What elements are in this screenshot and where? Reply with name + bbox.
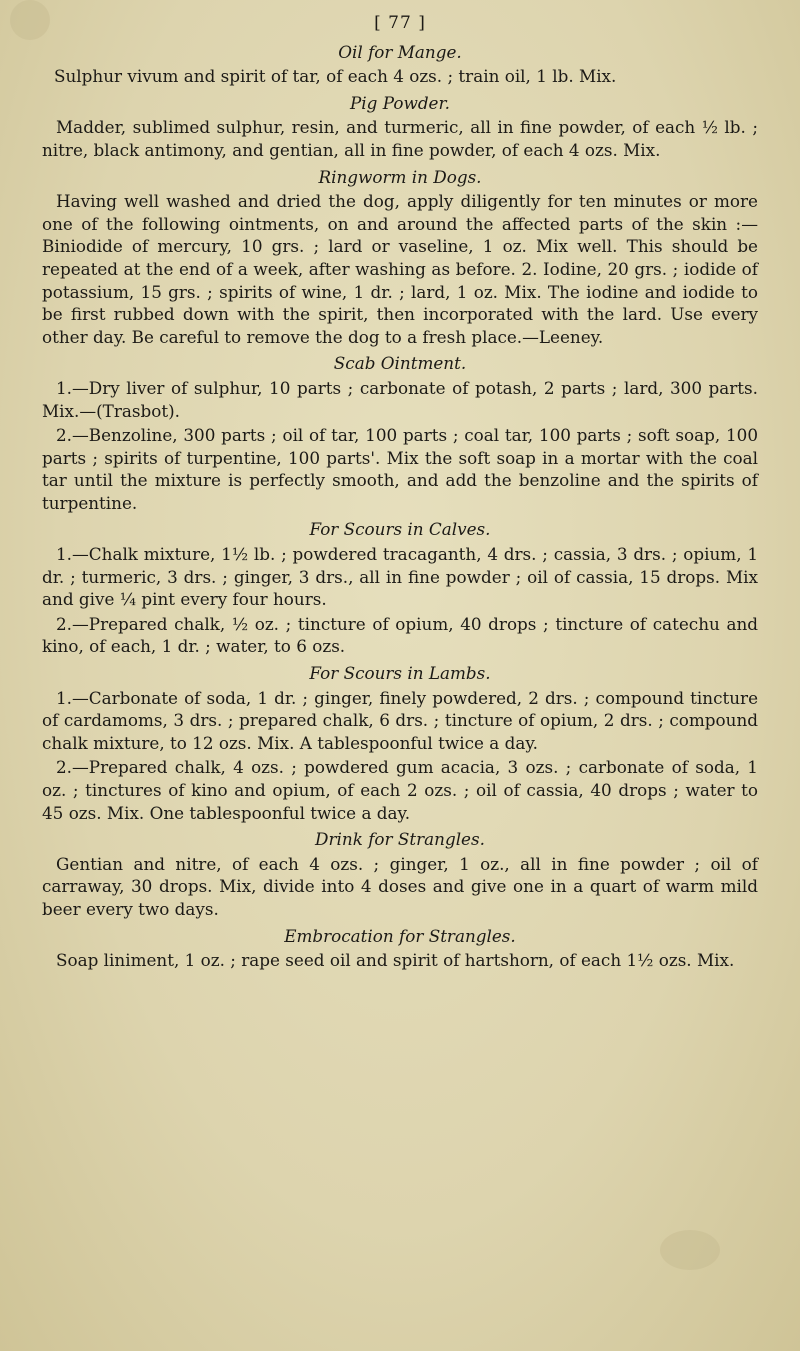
section-oil-for-mange: [42, 41, 758, 88]
section-heading: For Scours in Calves.: [309, 519, 491, 540]
section-scours-in-calves: [42, 518, 758, 658]
section-embrocation-for-strangles: [42, 925, 758, 972]
section-ringworm-in-dogs: [42, 166, 758, 349]
page-number: [ 77 ]: [374, 13, 426, 33]
paragraph: 1.—Carbonate of soda, 1 dr. ; ginger, finely powdered, 2 drs. ; compound tincture of cardamoms, 3 drs. ; prepared chalk, 6 drs. ; tincture of opium, 2 drs. ; compound chalk mixture, to 12 ozs. Mix. A tablespoonful twice a day.: [42, 687, 758, 753]
paragraph: 1.—Dry liver of sulphur, 10 parts ; carbonate of potash, 2 parts ; lard, 300 parts. Mix.—(Trasbot).: [42, 377, 758, 421]
paragraph: 1.—Chalk mixture, 1½ lb. ; powdered tracaganth, 4 drs. ; cassia, 3 drs. ; opium, 1 dr. ; turmeric, 3 drs. ; ginger, 3 drs., all in fine powder ; oil of cassia, 15 drops. Mix and give ¼ pint every four hours.: [42, 544, 758, 610]
paragraph: Soap liniment, 1 oz. ; rape seed oil and spirit of hartshorn, of each 1½ ozs. Mix.: [56, 950, 735, 971]
section-scab-ointment: [42, 352, 758, 514]
section-heading: Ringworm in Dogs.: [318, 166, 482, 187]
paragraph: 2.—Benzoline, 300 parts ; oil of tar, 100 parts ; coal tar, 100 parts ; soft soap, 100 parts ; spirits of turpentine, 100 parts'. Mix the soft soap in a mortar with the coal tar until the mixture is perfectly smooth, and add the benzoline and the spirits of turpentine.: [42, 425, 758, 513]
section-heading: Drink for Strangles.: [315, 829, 485, 850]
paragraph: Having well washed and dried the dog, apply diligently for ten minutes or more one of the following ointments, on and around the affected parts of the skin :—Biniodide of mercury, 10 grs. ; lard or vaseline, 1 oz. Mix well. This should be repeated at the end of a week, after washing as before. 2. Iodine, 20 grs. ; iodide of potassium, 15 grs. ; spirits of wine, 1 dr. ; lard, 1 oz. Mix. The iodine and iodide to be first rubbed down with the spirit, then incorporated with the lard. Use every other day. Be careful to remove the dog to a fresh place.—Leeney.: [42, 191, 758, 347]
paper-stain: [660, 1230, 720, 1270]
text-column: [42, 12, 758, 974]
section-heading: Oil for Mange.: [338, 41, 462, 62]
paragraph: 2.—Prepared chalk, 4 ozs. ; powdered gum acacia, 3 ozs. ; carbonate of soda, 1 oz. ; tinctures of kino and opium, of each 2 ozs. ; oil of cassia, 40 drops ; water to 45 ozs. Mix. One tablespoonful twice a day.: [42, 757, 758, 823]
paragraph: 2.—Prepared chalk, ½ oz. ; tincture of opium, 40 drops ; tincture of catechu and kino, of each, 1 dr. ; water, to 6 ozs.: [42, 613, 758, 657]
section-drink-for-strangles: [42, 828, 758, 920]
section-heading: For Scours in Lambs.: [309, 663, 491, 684]
section-pig-powder: [42, 92, 758, 162]
paragraph: Sulphur vivum and spirit of tar, of each 4 ozs. ; train oil, 1 lb. Mix.: [54, 66, 617, 87]
paragraph: Gentian and nitre, of each 4 ozs. ; ginger, 1 oz., all in fine powder ; oil of carraway, 30 drops. Mix, divide into 4 doses and give one in a quart of warm mild beer every two days.: [42, 853, 758, 919]
section-heading: Scab Ointment.: [333, 353, 467, 374]
section-heading: Embrocation for Strangles.: [284, 925, 516, 946]
section-heading: Pig Powder.: [350, 92, 450, 113]
section-scours-in-lambs: [42, 662, 758, 824]
paragraph: Madder, sublimed sulphur, resin, and turmeric, all in fine powder, of each ½ lb. ; nitre, black antimony, and gentian, all in fine powder, of each 4 ozs. Mix.: [42, 117, 758, 160]
